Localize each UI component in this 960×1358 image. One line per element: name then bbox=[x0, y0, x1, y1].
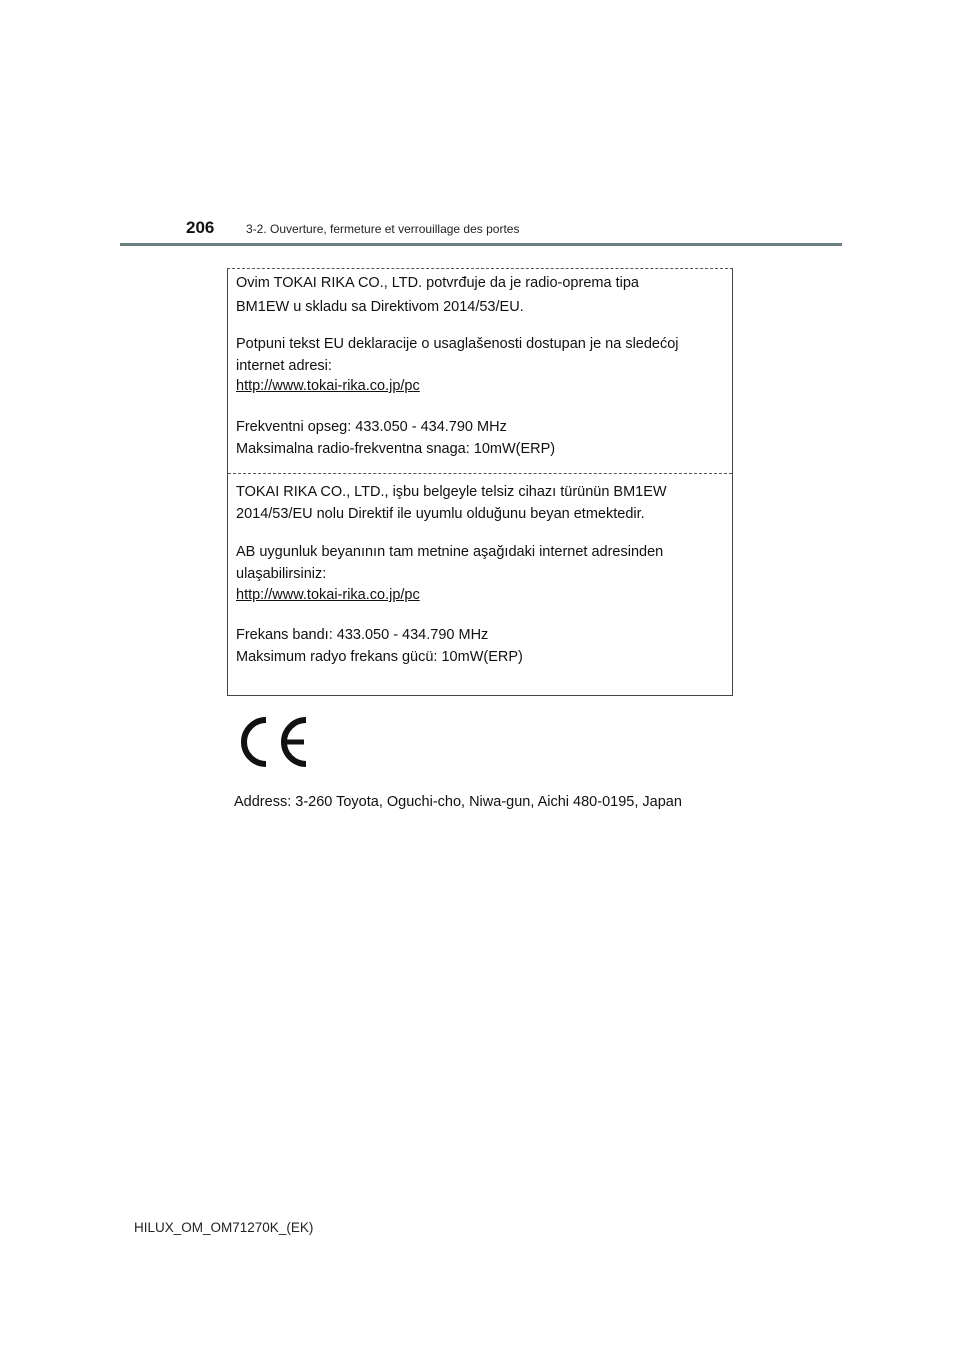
declaration-turkish bbox=[228, 473, 732, 695]
declaration-line: Frekans bandı: 433.050 - 434.790 MHz bbox=[236, 627, 489, 643]
declaration-line: BM1EW u skladu sa Direktivom 2014/53/EU. bbox=[236, 299, 524, 315]
page-number: 206 bbox=[186, 218, 215, 237]
manufacturer-address: Address: 3-260 Toyota, Oguchi-cho, Niwa-gun, Aichi 480-0195, Japan bbox=[234, 794, 682, 810]
declaration-line: Potpuni tekst EU deklaracije o usaglašenosti dostupan je na sledećoj bbox=[236, 336, 679, 352]
declaration-line: Ovim TOKAI RIKA CO., LTD. potvrđuje da je radio-oprema tipa bbox=[236, 275, 639, 291]
declaration-line: 2014/53/EU nolu Direktif ile uyumlu olduğunu beyan etmektedir. bbox=[236, 506, 645, 522]
declaration-line: ulaşabilirsiniz: bbox=[236, 566, 327, 582]
declaration-line: Maksimum radyo frekans gücü: 10mW(ERP) bbox=[236, 649, 523, 665]
header-rule bbox=[120, 243, 842, 246]
declaration-box bbox=[227, 268, 733, 696]
declaration-line: TOKAI RIKA CO., LTD., işbu belgeyle telsiz cihazı türünün BM1EW bbox=[236, 484, 667, 500]
declaration-line: Maksimalna radio-frekventna snaga: 10mW(ERP) bbox=[236, 441, 556, 457]
ce-mark-icon bbox=[240, 716, 312, 768]
footer-doc-code: HILUX_OM_OM71270K_(EK) bbox=[134, 1220, 314, 1235]
declaration-line: internet adresi: bbox=[236, 358, 332, 374]
declaration-line: Frekventni opseg: 433.050 - 434.790 MHz bbox=[236, 419, 507, 435]
section-title: 3-2. Ouverture, fermeture et verrouillage des portes bbox=[246, 222, 520, 236]
declaration-url-link[interactable]: http://www.tokai-rika.co.jp/pc bbox=[236, 378, 420, 394]
declaration-serbian bbox=[228, 269, 732, 473]
declaration-line: AB uygunluk beyanının tam metnine aşağıdaki internet adresinden bbox=[236, 544, 664, 560]
declaration-url-link[interactable]: http://www.tokai-rika.co.jp/pc bbox=[236, 587, 420, 603]
